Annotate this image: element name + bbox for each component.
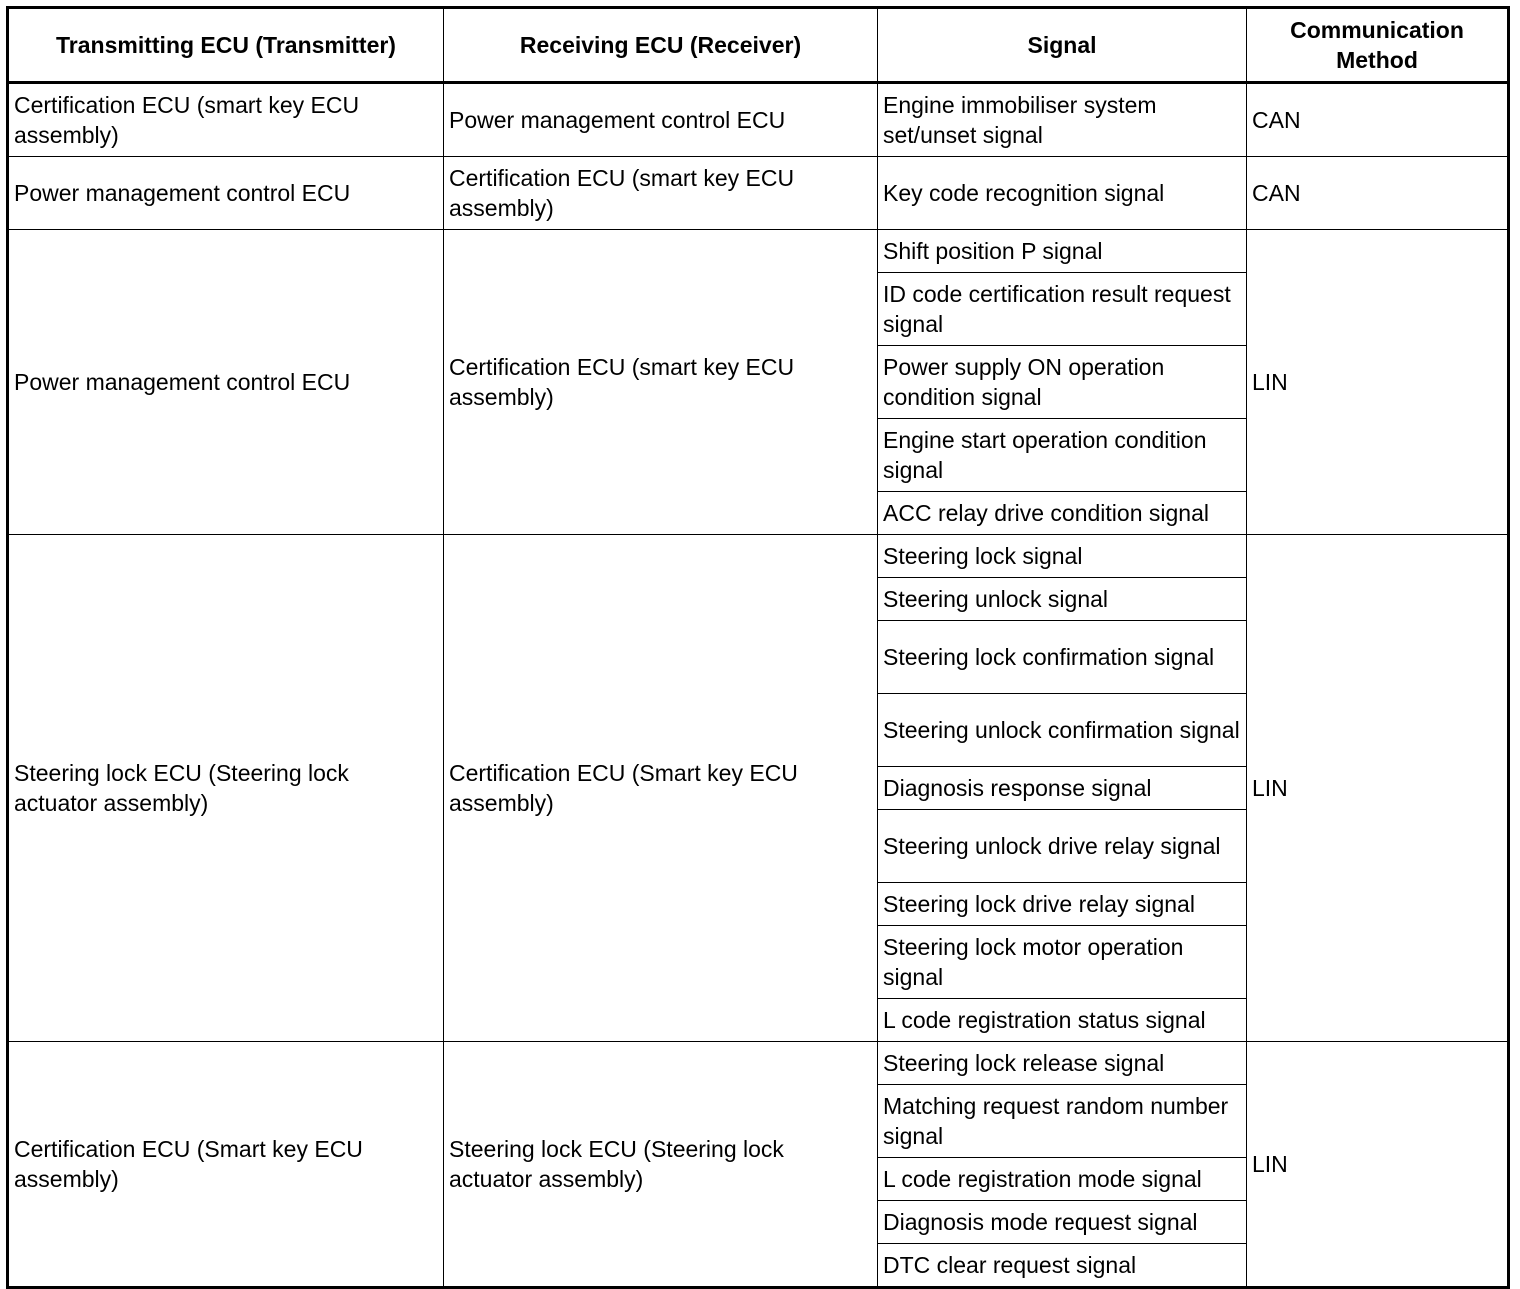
signal-cell: Diagnosis mode request signal xyxy=(878,1201,1247,1244)
signal-cell: Steering lock signal xyxy=(878,535,1247,578)
transmitter-cell: Certification ECU (Smart key ECU assembly) xyxy=(8,1042,444,1288)
transmitter-cell: Certification ECU (smart key ECU assembly) xyxy=(8,83,444,157)
signal-cell: Steering unlock confirmation signal xyxy=(878,694,1247,767)
ecu-communication-table xyxy=(6,6,1510,1289)
transmitter-cell: Steering lock ECU (Steering lock actuator assembly) xyxy=(8,535,444,1042)
signal-cell: ACC relay drive condition signal xyxy=(878,492,1247,535)
table-row xyxy=(8,1042,1509,1085)
header-signal: Signal xyxy=(878,8,1247,83)
signal-cell: Steering lock motor operation signal xyxy=(878,926,1247,999)
signal-cell: L code registration mode signal xyxy=(878,1158,1247,1201)
signal-cell: Steering lock drive relay signal xyxy=(878,883,1247,926)
table-row xyxy=(8,230,1509,273)
method-cell: LIN xyxy=(1247,230,1509,535)
signal-cell: Matching request random number signal xyxy=(878,1085,1247,1158)
signal-cell: Power supply ON operation condition signal xyxy=(878,346,1247,419)
receiver-cell: Power management control ECU xyxy=(444,83,878,157)
transmitter-cell: Power management control ECU xyxy=(8,230,444,535)
header-method: Communication Method xyxy=(1247,8,1509,83)
header-transmitter: Transmitting ECU (Transmitter) xyxy=(8,8,444,83)
receiver-cell: Certification ECU (smart key ECU assembly) xyxy=(444,230,878,535)
receiver-cell: Steering lock ECU (Steering lock actuator assembly) xyxy=(444,1042,878,1288)
signal-cell: L code registration status signal xyxy=(878,999,1247,1042)
signal-cell: ID code certification result request signal xyxy=(878,273,1247,346)
signal-cell: Steering lock confirmation signal xyxy=(878,621,1247,694)
table-row xyxy=(8,535,1509,578)
signal-cell: Steering unlock signal xyxy=(878,578,1247,621)
signal-cell: Steering unlock drive relay signal xyxy=(878,810,1247,883)
method-cell: LIN xyxy=(1247,535,1509,1042)
header-row xyxy=(8,8,1509,83)
signal-cell: Engine start operation condition signal xyxy=(878,419,1247,492)
signal-cell: Key code recognition signal xyxy=(878,157,1247,230)
table-row xyxy=(8,83,1509,157)
receiver-cell: Certification ECU (Smart key ECU assembly) xyxy=(444,535,878,1042)
signal-cell: Engine immobiliser system set/unset signal xyxy=(878,83,1247,157)
table-row xyxy=(8,157,1509,230)
transmitter-cell: Power management control ECU xyxy=(8,157,444,230)
signal-cell: Diagnosis response signal xyxy=(878,767,1247,810)
signal-cell: Shift position P signal xyxy=(878,230,1247,273)
signal-cell: Steering lock release signal xyxy=(878,1042,1247,1085)
header-receiver: Receiving ECU (Receiver) xyxy=(444,8,878,83)
receiver-cell: Certification ECU (smart key ECU assembly) xyxy=(444,157,878,230)
method-cell: LIN xyxy=(1247,1042,1509,1288)
method-cell: CAN xyxy=(1247,157,1509,230)
signal-cell: DTC clear request signal xyxy=(878,1244,1247,1288)
method-cell: CAN xyxy=(1247,83,1509,157)
